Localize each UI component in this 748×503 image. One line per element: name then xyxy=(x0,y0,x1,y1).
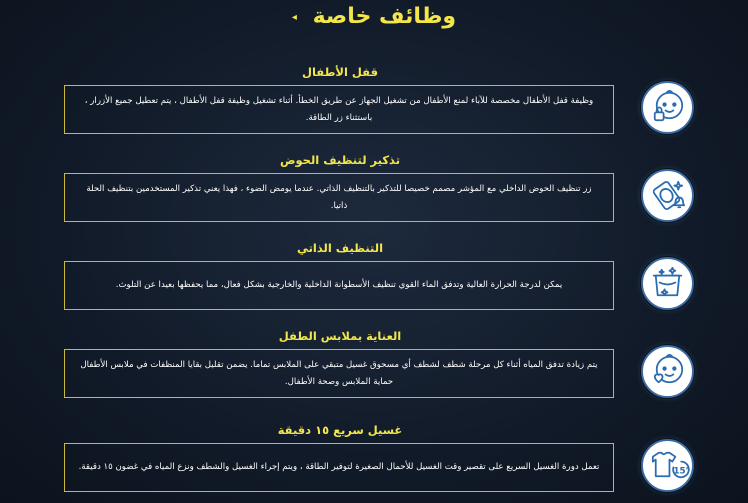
shirt-15-minutes-icon xyxy=(641,439,694,492)
title-text: وظائف خاصة xyxy=(312,4,457,29)
feature-baby-care xyxy=(0,329,748,409)
feature-description: يمكن لدرجة الحرارة العالية وتدفق الماء القوي تنظيف الأسطوانة الداخلية والخارجية بشكل فعال، مما يحفظها بعيدا عن التلوث. xyxy=(115,280,563,290)
baby-face-heart-icon xyxy=(641,345,694,398)
feature-description: تعمل دورة الغسيل السريع على تقصير وقت الغسيل للأحمال الصغيرة لتوفير الطاقة ، ويتم إجراء الغسيل والشطف ونزع المياه في غضون ١٥ دقيقة. xyxy=(78,462,600,472)
feature-quick-wash xyxy=(0,423,748,503)
feature-child-lock xyxy=(0,65,748,145)
baby-face-lock-icon xyxy=(641,81,694,134)
feature-title: غسيل سريع ١٥ دقيقة xyxy=(277,423,403,437)
page-title xyxy=(0,4,748,29)
feature-description-box xyxy=(64,443,614,492)
feature-description-box xyxy=(64,261,614,310)
feature-title: قفل الأطفال xyxy=(302,65,378,79)
feature-title: التنظيف الذاتي xyxy=(296,241,384,255)
feature-description-box xyxy=(64,85,614,134)
feature-description: وظيفة قفل الأطفال مخصصة للآباء لمنع الأطفال من تشغيل الجهاز عن طريق الخطأ. أثناء تشغيل وظيفة قفل الأطفال ، يتم تعطيل جميع الأزرار ، باستثناء زر الطاقة. xyxy=(84,95,594,123)
feature-tub-clean-reminder xyxy=(0,153,748,233)
title-bullet: ◂ xyxy=(291,11,297,23)
feature-title: العناية بملابس الطفل xyxy=(278,329,402,343)
feature-description: زر تنظيف الحوض الداخلي مع المؤشر مصمم خصيصا للتذكير بالتنظيف الذاتي. عندما يومض الضوء ، فهذا يعني تذكير المستخدمين بتنظيف الحلة ذاتيا. xyxy=(86,183,592,211)
feature-description-box xyxy=(64,349,614,398)
svg-text:15': 15' xyxy=(673,466,689,477)
feature-self-clean xyxy=(0,241,748,321)
self-clean-drum-icon xyxy=(641,257,694,310)
drum-bell-reminder-icon xyxy=(641,169,694,222)
feature-title: تذكير لتنظيف الحوض xyxy=(279,153,401,167)
feature-description-box xyxy=(64,173,614,222)
feature-description: يتم زيادة تدفق المياه أثناء كل مرحلة شطف لشطف أي مسحوق غسيل متبقي على الملابس تماما. يضمن تقليل بقايا المنظفات في ملابس الأطفال حماية الملابس وصحة الأطفال. xyxy=(80,359,598,387)
